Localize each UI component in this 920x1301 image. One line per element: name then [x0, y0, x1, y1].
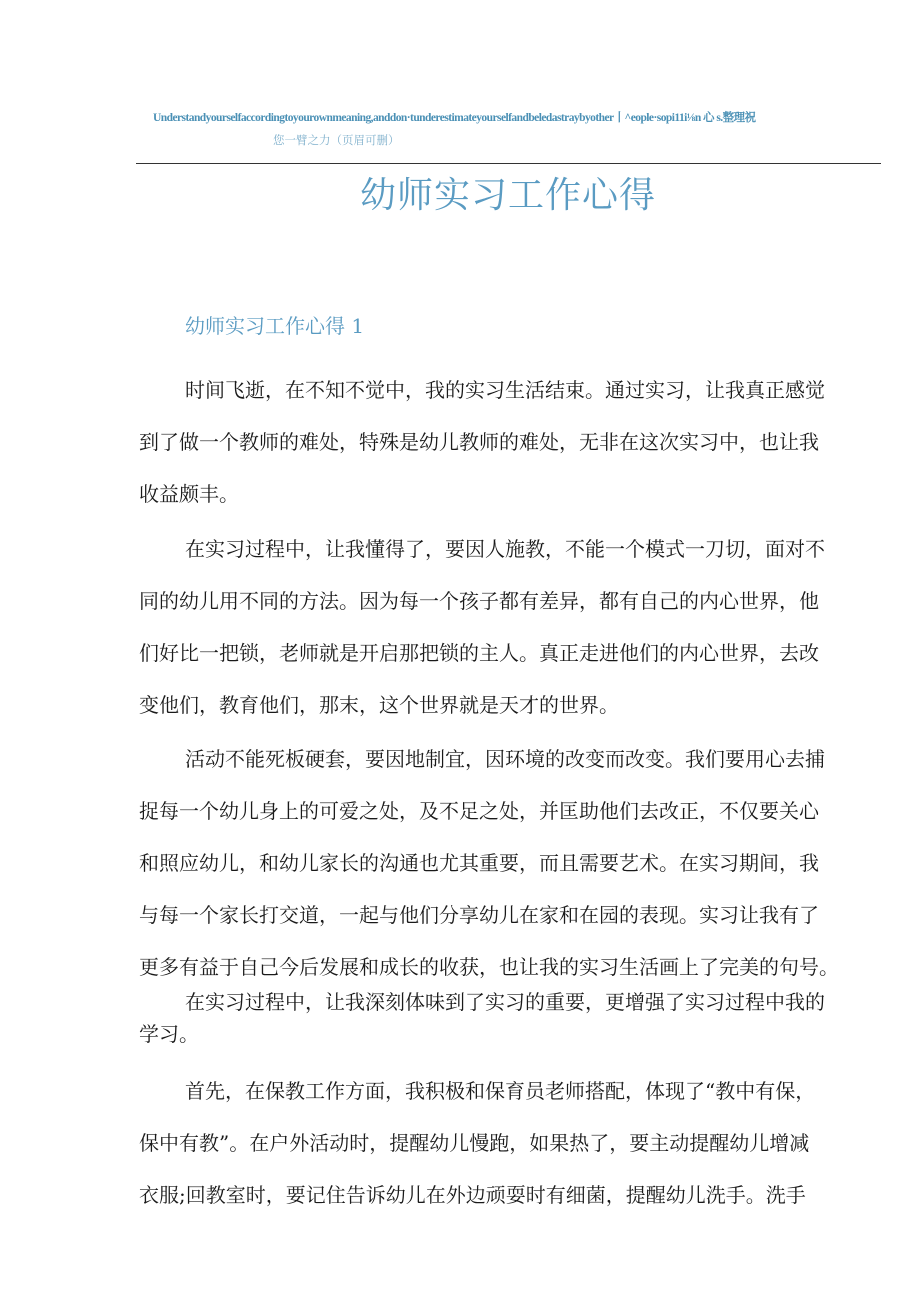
paragraph-line: 活动不能死板硬套，要因地制宜，因环境的改变而改变。我们要用心去捕 — [185, 747, 825, 771]
paragraph-5 — [139, 1065, 884, 1221]
page-header-subtext: 您一臂之力（页眉可删） — [273, 133, 400, 147]
paragraph-line: 们好比一把锁，老师就是开启那把锁的主人。真正走进他们的内心世界，去改 — [139, 641, 819, 665]
paragraph-2 — [139, 523, 884, 731]
document-title: 幼师实习工作心得 — [359, 175, 656, 216]
header-divider — [136, 163, 881, 164]
paragraph-line: 到了做一个教师的难处，特殊是幼儿教师的难处，无非在这次实习中，也让我 — [139, 430, 819, 454]
paragraph-line: 同的幼儿用不同的方法。因为每一个孩子都有差异，都有自己的内心世界，他 — [139, 589, 819, 613]
paragraph-line: 保中有教”。在户外活动时，提醒幼儿慢跑，如果热了，要主动提醒幼儿增减 — [139, 1131, 810, 1155]
paragraph-1 — [139, 364, 884, 520]
paragraph-line: 更多有益于自己今后发展和成长的收获，也让我的实习生活画上了完美的句号。 — [139, 955, 839, 979]
paragraph-line: 在实习过程中，让我懂得了，要因人施教，不能一个模式一刀切，面对不 — [185, 537, 825, 561]
paragraph-line: 和照应幼儿，和幼儿家长的沟通也尤其重要，而且需要艺术。在实习期间，我 — [139, 851, 819, 875]
paragraph-line: 学习。 — [139, 1022, 199, 1046]
paragraph-line: 在实习过程中，让我深刻体味到了实习的重要，更增强了实习过程中我的 — [185, 990, 825, 1014]
paragraph-line: 与每一个家长打交道，一起与他们分享幼儿在家和在园的表现。实习让我有了 — [139, 903, 819, 927]
paragraph-4 — [139, 986, 884, 1050]
paragraph-line: 捉每一个幼儿身上的可爱之处，及不足之处，并匡助他们去改正，不仅要关心 — [139, 799, 819, 823]
paragraph-line: 首先，在保教工作方面，我积极和保育员老师搭配，体现了“教中有保， — [185, 1079, 816, 1103]
paragraph-line: 衣服;回教室时，要记住告诉幼儿在外边顽耍时有细菌，提醒幼儿洗手。洗手 — [139, 1183, 806, 1207]
paragraph-line: 时间飞逝，在不知不觉中，我的实习生活结束。通过实习，让我真正感觉 — [185, 378, 825, 402]
paragraph-line: 收益颇丰。 — [139, 482, 239, 506]
paragraph-line: 变他们，教育他们，那末，这个世界就是天才的世界。 — [139, 693, 619, 717]
section-heading: 幼师实习工作心得 1 — [185, 314, 365, 338]
page-header-text: Understandyourselfaccordingtoyourownmeaning,anddon·tunderestimateyourselfandbeledastraybyother丨^eople·sopi11i⅛n 心 s.整理祝 — [153, 112, 756, 124]
paragraph-3 — [139, 733, 884, 993]
